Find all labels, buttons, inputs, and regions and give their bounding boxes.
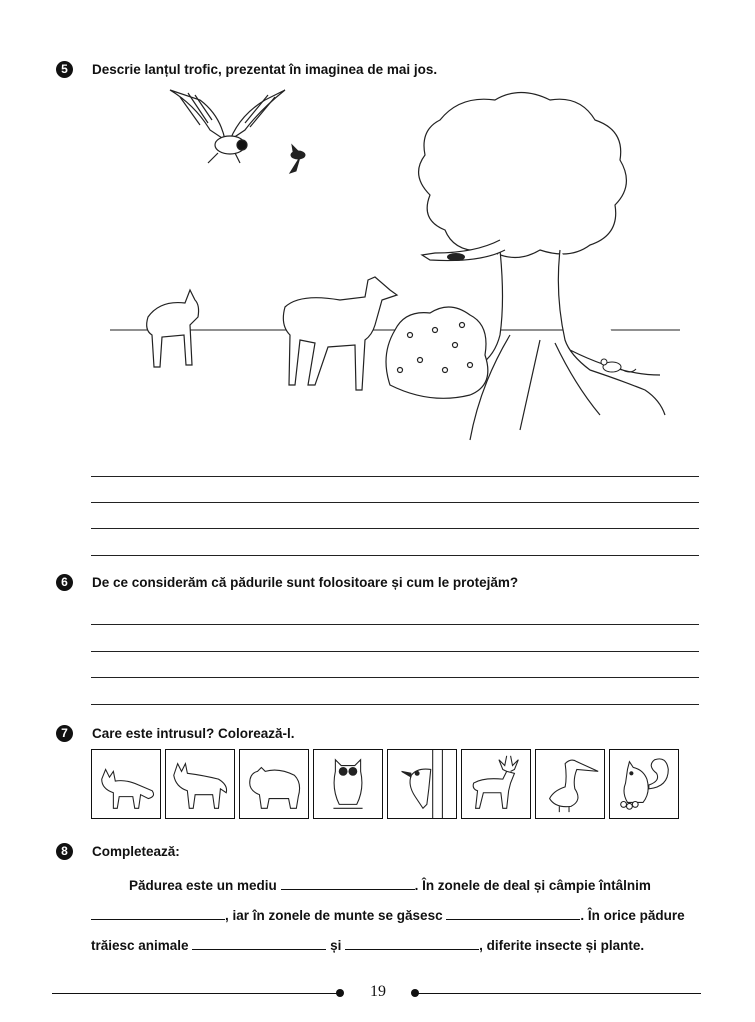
text-segment: . În orice pădure (580, 908, 685, 923)
text-segment: și (330, 938, 342, 953)
footer-rule-left (52, 993, 340, 994)
question-6-text: De ce considerăm că pădurile sunt folositoare și cum le protejăm? (92, 575, 519, 590)
question-8-text: Completează: (92, 844, 180, 859)
blank-field[interactable] (446, 918, 580, 920)
text-segment: . În zonele de deal și câmpie întâlnim (414, 878, 651, 893)
blank-field[interactable] (281, 888, 415, 890)
answer-line[interactable] (91, 624, 699, 625)
bush-icon (386, 307, 488, 398)
tile-fox[interactable] (91, 749, 161, 819)
food-chain-illustration (100, 85, 700, 455)
question-8-number: 8 (56, 843, 73, 860)
tile-stag[interactable] (461, 749, 531, 819)
wolf-icon (147, 290, 199, 367)
answer-line[interactable] (91, 502, 699, 503)
question-7-text: Care este intrusul? Colorează-l. (92, 726, 295, 741)
tile-pelican[interactable] (535, 749, 605, 819)
owl-icon (314, 750, 382, 818)
caterpillar-icon (447, 253, 465, 261)
stag-icon (462, 750, 530, 818)
question-7-number: 7 (56, 725, 73, 742)
answer-line[interactable] (91, 704, 699, 705)
footer-dot (336, 989, 344, 997)
deer-icon (283, 277, 397, 390)
tile-owl[interactable] (313, 749, 383, 819)
tile-bear[interactable] (239, 749, 309, 819)
answer-line[interactable] (91, 476, 699, 477)
small-bird-icon (290, 145, 305, 173)
squirrel-icon (610, 750, 678, 818)
footer-rule-right (415, 993, 701, 994)
tile-woodpecker[interactable] (387, 749, 457, 819)
text-segment: , iar în zonele de munte se găsesc (225, 908, 443, 923)
fox-icon (92, 750, 160, 818)
fill-in-line-3 (91, 938, 699, 953)
text-segment: trăiesc animale (91, 938, 189, 953)
blank-field[interactable] (192, 948, 326, 950)
question-6-number: 6 (56, 574, 73, 591)
question-5-number: 5 (56, 61, 73, 78)
answer-line[interactable] (91, 555, 699, 556)
tile-squirrel[interactable] (609, 749, 679, 819)
tile-wolf[interactable] (165, 749, 235, 819)
text-segment: Pădurea este un mediu (129, 878, 277, 893)
page-number: 19 (370, 983, 386, 1000)
animal-tiles (91, 749, 679, 819)
answer-line[interactable] (91, 677, 699, 678)
eagle-icon (170, 90, 285, 163)
bear-icon (240, 750, 308, 818)
question-5-text: Descrie lanțul trofic, prezentat în imaginea de mai jos. (92, 62, 438, 77)
answer-line[interactable] (91, 651, 699, 652)
blank-field[interactable] (345, 948, 479, 950)
fill-in-line-2 (91, 908, 699, 923)
blank-field[interactable] (91, 918, 225, 920)
woodpecker-icon (388, 750, 456, 818)
text-segment: , diferite insecte și plante. (479, 938, 645, 953)
answer-line[interactable] (91, 528, 699, 529)
wolf-icon (166, 750, 234, 818)
pelican-icon (536, 750, 604, 818)
fill-in-line-1 (91, 878, 699, 893)
